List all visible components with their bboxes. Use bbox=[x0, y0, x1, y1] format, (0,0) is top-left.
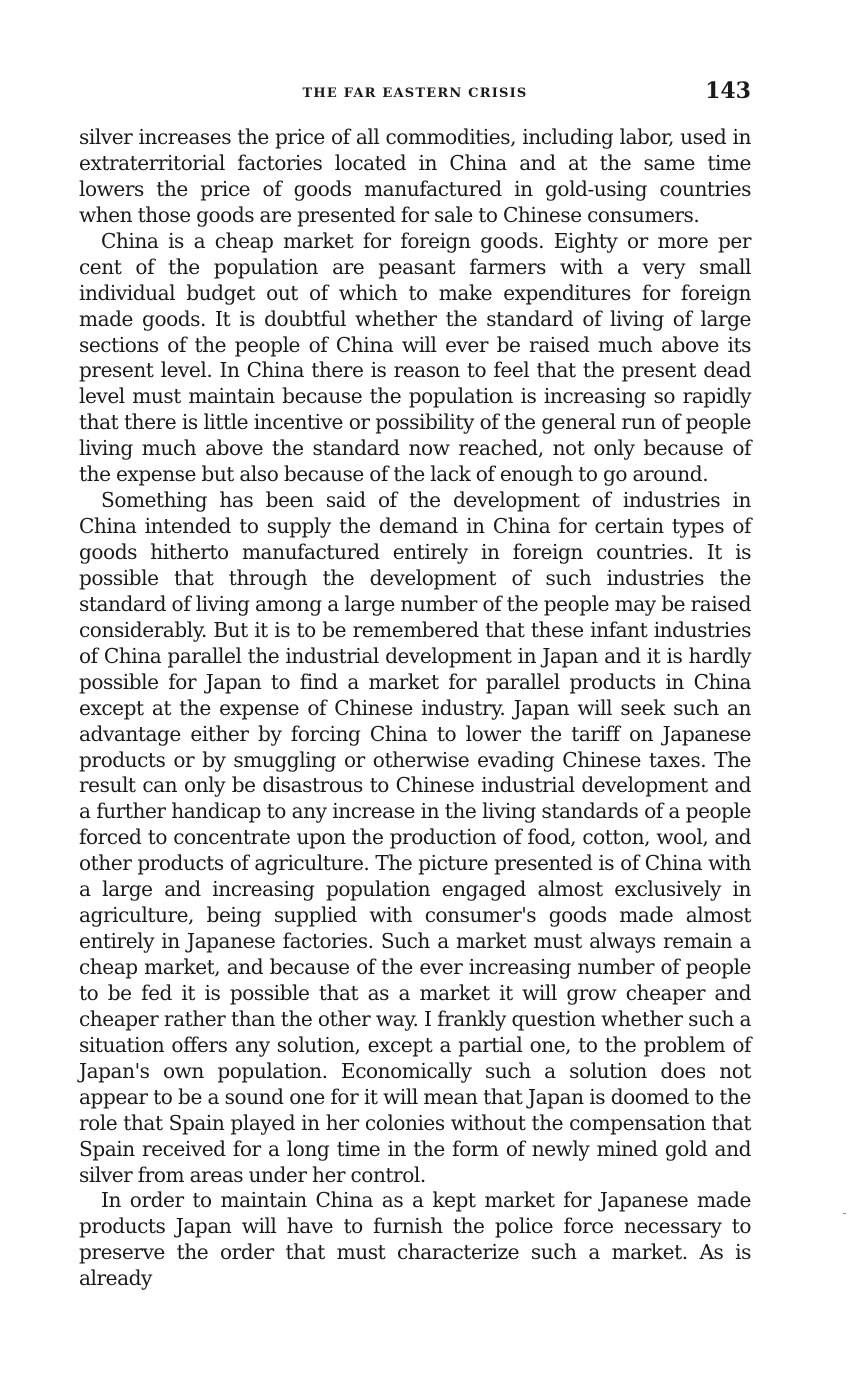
paragraph-cheap-market: China is a cheap market for foreign goods. Eighty or more per cent of the population are peasant farmers with a very small individual budget out of which to make expenditures for foreign made goods. It is doubtful whether the standard of living of large sections of the people of China will ever be raised much above its present level. In China there is reason to feel that the present dead level must maintain because the population is increasing so rapidly that there is little incentive or possibility of the general run of people living much above the standard now reached, not only because of the expense but also because of the lack of enough to go around. bbox=[79, 228, 751, 487]
running-title: THE FAR EASTERN CRISIS bbox=[302, 86, 528, 101]
paragraph-continued: silver increases the price of all commodities, including labor, used in extraterritorial factories located in China and at the same time lowers the price of goods manufactured in gold-using countries when those goods are presented for sale to Chinese consumers. bbox=[79, 125, 751, 227]
paragraph-industries: Something has been said of the development of industries in China intended to supply the demand in China for certain types of goods hitherto manufactured entirely in foreign countries. It is possible that through the development of such industries the standard of living among a large number of the people may be raised considerably. But it is to be remembered that these infant industries of China parallel the industrial development in Japan and it is hardly possible for Japan to find a market for parallel products in China except at the expense of Chinese industry. Japan will seek such an advantage either by forcing China to lower the tariff on Japanese products or by smuggling or otherwise evading Chinese taxes. The result can only be disastrous to Chinese industrial development and a further handicap to any increase in the living standards of a people forced to concentrate upon the production of food, cotton, wool, and other products of agriculture. The picture presented is of China with a large and increasing population engaged almost exclusively in agriculture, being supplied with consumer's goods made almost entirely in Japanese factories. Such a market must always remain a cheap market, and because of the ever increasing number of people to be fed it is possible that as a market it will grow cheaper and cheaper rather than the other way. I frankly question whether such a situation offers any solution, except a partial one, to the problem of Japan's own population. Economically such a solution does not appear to be a sound one for it will mean that Japan is doomed to the role that Spain played in her colonies without the compensation that Spain received for a long time in the form of newly mined gold and silver from areas under her control. bbox=[79, 488, 751, 1187]
body-text bbox=[79, 125, 751, 1292]
paragraph-kept-market: In order to maintain China as a kept market for Japanese made products Japan will have to furnish the police force necessary to preserve the order that must characterize such a market. As is already bbox=[79, 1188, 751, 1291]
margin-speck bbox=[843, 1213, 846, 1214]
page-number: 143 bbox=[705, 78, 751, 104]
running-head bbox=[79, 78, 751, 108]
